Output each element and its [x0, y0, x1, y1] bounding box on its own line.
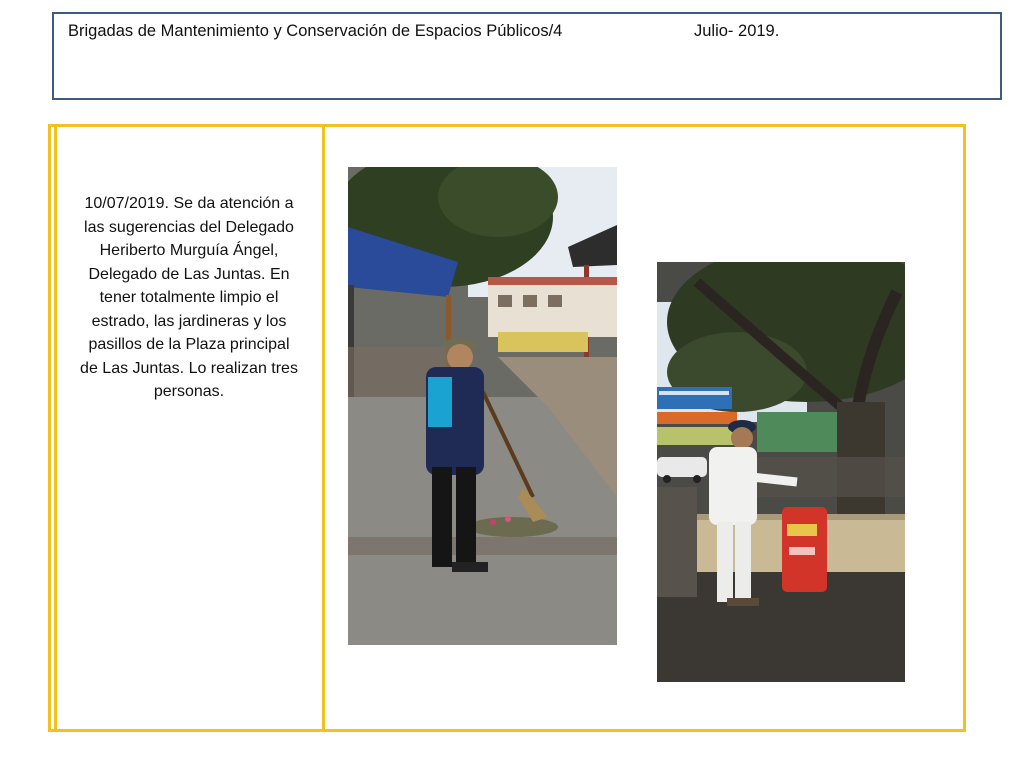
header-title: Brigadas de Mantenimiento y Conservación de Espacios Públicos/4 — [68, 22, 563, 40]
header-date: Julio- 2019. — [694, 22, 780, 40]
header-box — [52, 12, 1002, 100]
frame-double-line — [54, 124, 57, 732]
report-description: 10/07/2019. Se da atención a las sugerencias del Delegado Heriberto Murguía Ángel, Delegado de Las Juntas. En tener totalmente limpio el estrado, las jardineras y los pasillos de la Plaza principal de Las Juntas. Lo realizan tres personas. — [80, 195, 298, 400]
column-divider — [322, 127, 325, 729]
photo-bagging-worker — [657, 262, 905, 682]
photo-bagging-worker-image — [657, 262, 905, 682]
photo-sweeping-worker-image — [348, 167, 617, 645]
photo-sweeping-worker — [348, 167, 617, 645]
